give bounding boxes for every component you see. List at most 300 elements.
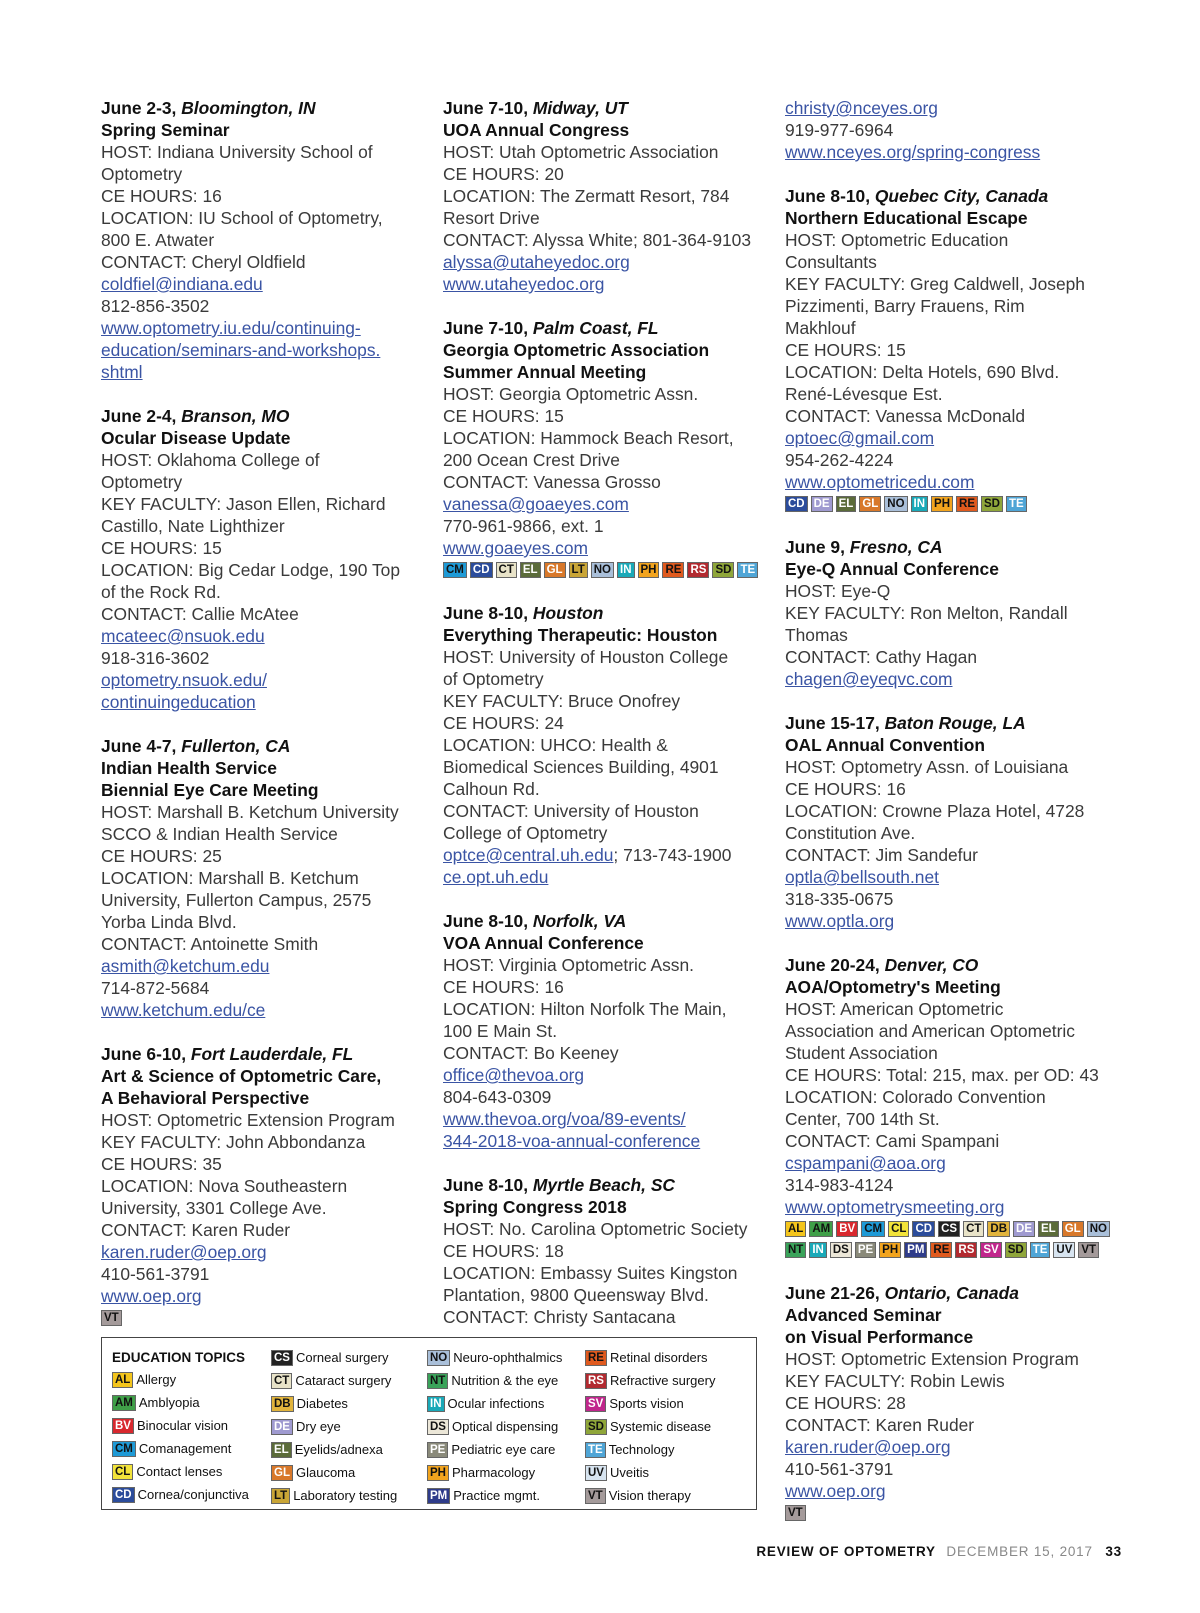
- event-detail: CE HOURS: 28: [785, 1393, 906, 1413]
- event-detail: CONTACT: Alyssa White; 801-364-9103: [443, 230, 752, 250]
- event-detail-line: [101, 669, 421, 691]
- event-title: Art & Science of Optometric Care,: [101, 1066, 382, 1086]
- event-detail: HOST: Georgia Optometric Assn.: [443, 384, 699, 404]
- event-detail: College of Optometry: [443, 823, 608, 843]
- topic-tag-re: RE: [585, 1350, 607, 1366]
- event-detail: LOCATION: IU School of Optometry,: [101, 208, 383, 228]
- event-listing: [443, 1174, 763, 1328]
- event-detail-line: [785, 471, 1105, 493]
- event-title: Indian Health Service: [101, 758, 277, 778]
- legend-title: EDUCATION TOPICS: [112, 1350, 246, 1365]
- legend-item-label: Contact lenses: [136, 1464, 223, 1479]
- event-detail: 200 Ocean Crest Drive: [443, 450, 620, 470]
- event-link[interactable]: www.oep.org: [101, 1286, 202, 1306]
- event-location: Quebec City, Canada: [874, 186, 1049, 206]
- event-detail: of Optometry: [443, 669, 544, 689]
- event-detail: Thomas: [785, 625, 848, 645]
- event-link[interactable]: shtml: [101, 362, 143, 382]
- event-detail: René-Lévesque Est.: [785, 384, 943, 404]
- event-link[interactable]: www.thevoa.org/voa/89-events/: [443, 1109, 686, 1129]
- topic-tag-cm: CM: [443, 562, 467, 578]
- topic-tag-re: RE: [930, 1242, 952, 1258]
- event-detail: CE HOURS: Total: 215, max. per OD: 43: [785, 1065, 1099, 1085]
- topic-tag-nt: NT: [427, 1373, 448, 1389]
- event-topic-tags: [785, 1505, 1105, 1523]
- tag-row: [785, 496, 1105, 514]
- topic-tag-cl: CL: [112, 1464, 133, 1480]
- event-link[interactable]: ce.opt.uh.edu: [443, 867, 549, 887]
- event-link[interactable]: www.optometrysmeeting.org: [785, 1197, 1005, 1217]
- topic-tag-ph: PH: [638, 562, 660, 578]
- topic-tag-no: NO: [1087, 1221, 1110, 1237]
- event-detail: HOST: Oklahoma College of: [101, 450, 320, 470]
- legend-item: [112, 1464, 249, 1487]
- legend-item-label: Technology: [608, 1442, 675, 1457]
- legend-item-label: Corneal surgery: [295, 1350, 389, 1365]
- topic-tag-in: IN: [427, 1396, 445, 1412]
- event-detail-line: [785, 427, 1105, 449]
- event-listing: [101, 97, 421, 383]
- event-link[interactable]: www.utaheyedoc.org: [443, 274, 605, 294]
- event-detail: Student Association: [785, 1043, 938, 1063]
- topic-tag-cs: CS: [271, 1350, 293, 1366]
- topic-tag-cd: CD: [470, 562, 493, 578]
- topic-tag-gl: GL: [859, 496, 881, 512]
- topic-tag-re: RE: [662, 562, 684, 578]
- legend-item: [112, 1441, 249, 1464]
- legend-item-label: Ocular infections: [447, 1396, 545, 1411]
- legend-item-label: Diabetes: [296, 1396, 348, 1411]
- topic-tag-bv: BV: [112, 1418, 134, 1434]
- event-detail: KEY FACULTY: John Abbondanza: [101, 1132, 366, 1152]
- event-detail: Optometry: [101, 472, 183, 492]
- event-detail: CONTACT: Bo Keeney: [443, 1043, 619, 1063]
- topic-tag-sd: SD: [981, 496, 1003, 512]
- topic-tag-cm: CM: [861, 1221, 885, 1237]
- event-detail: HOST: Optometry Assn. of Louisiana: [785, 757, 1069, 777]
- legend-item-label: Cataract surgery: [295, 1373, 392, 1388]
- topic-tag-rs: RS: [585, 1373, 607, 1389]
- event-date-location: [101, 1043, 421, 1065]
- legend-item-label: Refractive surgery: [609, 1373, 716, 1388]
- event-detail: KEY FACULTY: Ron Melton, Randall: [785, 603, 1068, 623]
- publication-name: REVIEW OF OPTOMETRY: [756, 1544, 936, 1559]
- event-topic-tags: [101, 1310, 421, 1328]
- event-link[interactable]: continuingeducation: [101, 692, 256, 712]
- event-link[interactable]: karen.ruder@oep.org: [101, 1242, 267, 1262]
- event-detail-line: [443, 1064, 763, 1086]
- event-date: June 21-26,: [785, 1283, 880, 1303]
- legend-item: [271, 1488, 397, 1511]
- event-detail: 954-262-4224: [785, 450, 894, 470]
- event-date-location: [101, 405, 421, 427]
- event-detail-line: [101, 1241, 421, 1263]
- event-link[interactable]: www.optometricedu.com: [785, 472, 975, 492]
- topic-tag-sd: SD: [712, 562, 734, 578]
- tag-row: [101, 1310, 421, 1328]
- event-link[interactable]: optoec@gmail.com: [785, 428, 935, 448]
- event-detail: 314-983-4124: [785, 1175, 894, 1195]
- event-link[interactable]: www.oep.org: [785, 1481, 886, 1501]
- topic-tag-no: NO: [884, 496, 907, 512]
- topic-tag-lt: LT: [271, 1488, 290, 1504]
- legend-column-1: [112, 1372, 249, 1510]
- event-detail: LOCATION: Colorado Convention: [785, 1087, 1046, 1107]
- event-detail: CONTACT: Vanessa McDonald: [785, 406, 1026, 426]
- legend-item: [271, 1373, 397, 1396]
- event-location: Myrtle Beach, SC: [532, 1175, 675, 1195]
- event-link[interactable]: www.goaeyes.com: [443, 538, 588, 558]
- topic-tag-te: TE: [1030, 1242, 1051, 1258]
- legend-item: [271, 1465, 397, 1488]
- event-detail: CE HOURS: 16: [101, 186, 222, 206]
- event-date-location: [443, 97, 763, 119]
- legend-item-label: Eyelids/adnexa: [294, 1442, 383, 1457]
- event-detail: LOCATION: Marshall B. Ketchum: [101, 868, 359, 888]
- topic-tag-cd: CD: [912, 1221, 935, 1237]
- event-location: Branson, MO: [181, 406, 290, 426]
- event-title: Everything Therapeutic: Houston: [443, 625, 718, 645]
- event-detail: HOST: Optometric Education: [785, 230, 1009, 250]
- event-detail: Plantation, 9800 Queensway Blvd.: [443, 1285, 709, 1305]
- tag-row: [785, 1505, 1105, 1523]
- event-link[interactable]: mcateec@nsuok.edu: [101, 626, 265, 646]
- event-date: June 6-10,: [101, 1044, 187, 1064]
- legend-item-label: Comanagement: [138, 1441, 232, 1456]
- event-detail-line: [443, 1108, 763, 1130]
- event-date-location: [443, 1174, 763, 1196]
- event-detail: HOST: Marshall B. Ketchum University: [101, 802, 399, 822]
- topic-tag-in: IN: [911, 496, 929, 512]
- topic-tag-pm: PM: [427, 1488, 450, 1504]
- listing-column-1: [101, 97, 421, 1350]
- event-detail-line: [443, 537, 763, 559]
- legend-item: [585, 1419, 715, 1442]
- event-detail: CE HOURS: 16: [443, 977, 564, 997]
- legend-item: [585, 1373, 715, 1396]
- event-date-location: [101, 735, 421, 757]
- event-listing: [443, 317, 763, 580]
- topic-tag-pe: PE: [855, 1242, 876, 1258]
- event-date-location: [785, 712, 1105, 734]
- legend-item: [427, 1419, 562, 1442]
- topic-tag-db: DB: [987, 1221, 1010, 1237]
- topic-tag-vt: VT: [785, 1505, 806, 1521]
- event-detail: CE HOURS: 25: [101, 846, 222, 866]
- topic-tag-cl: CL: [888, 1221, 909, 1237]
- topic-tag-bv: BV: [836, 1221, 858, 1237]
- legend-item-label: Vision therapy: [608, 1488, 691, 1503]
- topic-tag-ds: DS: [427, 1419, 449, 1435]
- event-detail: Resort Drive: [443, 208, 540, 228]
- event-detail: 410-561-3791: [101, 1264, 210, 1284]
- event-detail: CONTACT: Karen Ruder: [785, 1415, 975, 1435]
- event-detail: CE HOURS: 15: [785, 340, 906, 360]
- event-topic-tags: [443, 562, 763, 580]
- event-detail: CONTACT: Vanessa Grosso: [443, 472, 661, 492]
- legend-item-label: Laboratory testing: [293, 1488, 398, 1503]
- event-link[interactable]: www.ketchum.edu/ce: [101, 1000, 266, 1020]
- legend-item: [585, 1396, 715, 1419]
- legend-item-label: Practice mgmt.: [453, 1488, 540, 1503]
- legend-item-label: Optical dispensing: [451, 1419, 559, 1434]
- event-location: Ontario, Canada: [884, 1283, 1019, 1303]
- event-listing: [785, 954, 1105, 1260]
- page-number: 33: [1105, 1544, 1122, 1559]
- event-detail-line: [785, 1196, 1105, 1218]
- event-link[interactable]: alyssa@utaheyedoc.org: [443, 252, 630, 272]
- event-detail: of the Rock Rd.: [101, 582, 221, 602]
- topic-tag-ds: DS: [830, 1242, 852, 1258]
- page-footer: [756, 1544, 1122, 1559]
- topic-tag-el: EL: [520, 562, 541, 578]
- event-detail: HOST: Virginia Optometric Assn.: [443, 955, 694, 975]
- legend-item: [585, 1465, 715, 1488]
- topic-tag-pm: PM: [904, 1242, 927, 1258]
- event-date: June 7-10,: [443, 98, 529, 118]
- event-date-location: [101, 97, 421, 119]
- event-title: on Visual Performance: [785, 1327, 974, 1347]
- event-detail: HOST: Indiana University School of: [101, 142, 373, 162]
- event-listing: [785, 185, 1105, 514]
- event-link[interactable]: optla@bellsouth.net: [785, 867, 939, 887]
- topic-tag-te: TE: [1006, 496, 1027, 512]
- event-detail-line: [101, 1285, 421, 1307]
- event-detail-line: [101, 361, 421, 383]
- legend-item: [585, 1488, 715, 1511]
- event-link[interactable]: www.nceyes.org/spring-congress: [785, 142, 1041, 162]
- event-detail: HOST: Optometric Extension Program: [785, 1349, 1079, 1369]
- event-detail-line: [101, 999, 421, 1021]
- legend-item: [271, 1350, 397, 1373]
- topic-tag-ct: CT: [963, 1221, 984, 1237]
- legend-item: [585, 1442, 715, 1465]
- event-link[interactable]: asmith@ketchum.edu: [101, 956, 270, 976]
- event-title: Eye-Q Annual Conference: [785, 559, 999, 579]
- topic-tag-de: DE: [811, 496, 833, 512]
- event-listing: [785, 536, 1105, 690]
- topic-tag-al: AL: [112, 1372, 133, 1388]
- event-detail-line: [785, 668, 1105, 690]
- event-link[interactable]: vanessa@goaeyes.com: [443, 494, 629, 514]
- event-listing: [101, 1043, 421, 1328]
- event-detail: KEY FACULTY: Greg Caldwell, Joseph: [785, 274, 1085, 294]
- legend-item: [427, 1442, 562, 1465]
- event-link[interactable]: karen.ruder@oep.org: [785, 1437, 951, 1457]
- event-detail-line: [443, 1130, 763, 1152]
- event-link[interactable]: office@thevoa.org: [443, 1065, 585, 1085]
- event-date: June 2-3,: [101, 98, 177, 118]
- topic-tag-am: AM: [112, 1395, 136, 1411]
- topic-tag-te: TE: [737, 562, 758, 578]
- event-detail: CONTACT: Jim Sandefur: [785, 845, 978, 865]
- event-detail: Makhlouf: [785, 318, 856, 338]
- topic-tag-vt: VT: [1078, 1242, 1099, 1258]
- legend-item: [427, 1350, 562, 1373]
- event-detail: LOCATION: Nova Southeastern: [101, 1176, 348, 1196]
- legend-item-label: Glaucoma: [295, 1465, 356, 1480]
- event-detail-line: [443, 844, 763, 866]
- legend-item-label: Amblyopia: [138, 1395, 200, 1410]
- event-title: Biennial Eye Care Meeting: [101, 780, 319, 800]
- event-date: June 8-10,: [443, 1175, 529, 1195]
- topic-tag-el: EL: [836, 496, 857, 512]
- event-listing: [785, 1282, 1105, 1523]
- event-date: June 8-10,: [443, 911, 529, 931]
- topic-tag-sd: SD: [585, 1419, 607, 1435]
- topic-tag-nt: NT: [785, 1242, 806, 1258]
- event-date-location: [443, 910, 763, 932]
- topic-tag-gl: GL: [1062, 1221, 1084, 1237]
- event-listing: [443, 602, 763, 888]
- event-location: Baton Rouge, LA: [884, 713, 1026, 733]
- event-link[interactable]: optce@central.uh.edu: [443, 845, 614, 865]
- event-detail: 410-561-3791: [785, 1459, 894, 1479]
- event-detail: CONTACT: Cami Spampani: [785, 1131, 1000, 1151]
- event-location: Bloomington, IN: [181, 98, 316, 118]
- event-detail: Association and American Optometric: [785, 1021, 1075, 1041]
- event-link[interactable]: christy@nceyes.org: [785, 98, 938, 118]
- event-link[interactable]: www.optla.org: [785, 911, 895, 931]
- legend-item-label: Binocular vision: [136, 1418, 229, 1433]
- legend-item: [271, 1442, 397, 1465]
- event-detail: CE HOURS: 15: [443, 406, 564, 426]
- topic-tag-sd: SD: [1005, 1242, 1027, 1258]
- topic-tag-te: TE: [585, 1442, 606, 1458]
- event-location: Houston: [532, 603, 604, 623]
- topic-tag-cd: CD: [785, 496, 808, 512]
- event-link[interactable]: coldfiel@indiana.edu: [101, 274, 263, 294]
- event-detail: 100 E Main St.: [443, 1021, 558, 1041]
- event-detail: CE HOURS: 35: [101, 1154, 222, 1174]
- legend-item: [585, 1350, 715, 1373]
- topic-tag-de: DE: [1013, 1221, 1035, 1237]
- event-detail-line: [101, 273, 421, 295]
- event-detail: 812-856-3502: [101, 296, 210, 316]
- event-location: Fort Lauderdale, FL: [190, 1044, 354, 1064]
- topic-tag-uv: UV: [585, 1465, 607, 1481]
- event-title: A Behavioral Perspective: [101, 1088, 310, 1108]
- event-detail: LOCATION: Hilton Norfolk The Main,: [443, 999, 727, 1019]
- event-detail: HOST: No. Carolina Optometric Society: [443, 1219, 748, 1239]
- event-link[interactable]: www.optometry.iu.edu/continuing-: [101, 318, 361, 338]
- event-title: Summer Annual Meeting: [443, 362, 647, 382]
- topic-tag-el: EL: [271, 1442, 292, 1458]
- event-detail: University, 3301 College Ave.: [101, 1198, 327, 1218]
- topic-tag-sv: SV: [980, 1242, 1001, 1258]
- event-detail: Optometry: [101, 164, 183, 184]
- event-title: UOA Annual Congress: [443, 120, 630, 140]
- event-link[interactable]: education/seminars-and-workshops.: [101, 340, 381, 360]
- topic-tag-cd: CD: [112, 1487, 135, 1503]
- event-detail: CE HOURS: 16: [785, 779, 906, 799]
- event-date: June 7-10,: [443, 318, 529, 338]
- legend-item: [427, 1488, 562, 1511]
- event-date-location: [785, 954, 1105, 976]
- legend-item: [112, 1418, 249, 1441]
- event-title: Northern Educational Escape: [785, 208, 1028, 228]
- event-link[interactable]: cspampani@aoa.org: [785, 1153, 946, 1173]
- event-detail: 918-316-3602: [101, 648, 210, 668]
- event-detail: 804-643-0309: [443, 1087, 552, 1107]
- topic-tag-ph: PH: [879, 1242, 901, 1258]
- legend-item-label: Uveitis: [609, 1465, 649, 1480]
- event-detail-line: [443, 273, 763, 295]
- topic-tag-cs: CS: [938, 1221, 960, 1237]
- legend-item-label: Neuro-ophthalmics: [453, 1350, 563, 1365]
- event-link[interactable]: optometry.nsuok.edu/: [101, 670, 267, 690]
- event-detail: CONTACT: Karen Ruder: [101, 1220, 291, 1240]
- topic-tag-in: IN: [809, 1242, 827, 1258]
- legend-item-label: Sports vision: [609, 1396, 684, 1411]
- issue-date: DECEMBER 15, 2017: [946, 1544, 1093, 1559]
- event-detail-line: [785, 1436, 1105, 1458]
- listing-column-3: [785, 97, 1105, 1545]
- event-detail-line: [443, 493, 763, 515]
- event-detail: LOCATION: Embassy Suites Kingston: [443, 1263, 738, 1283]
- topic-tag-in: IN: [617, 562, 635, 578]
- event-detail-text: ; 713-743-1900: [613, 845, 732, 865]
- legend-item-label: Allergy: [136, 1372, 177, 1387]
- legend-item: [427, 1396, 562, 1419]
- event-listing: [785, 712, 1105, 932]
- legend-item: [112, 1372, 249, 1395]
- legend-item-label: Cornea/conjunctiva: [137, 1487, 249, 1502]
- event-detail-line: [101, 317, 421, 339]
- event-detail: CONTACT: University of Houston: [443, 801, 699, 821]
- event-date: June 4-7,: [101, 736, 177, 756]
- event-date-location: [443, 602, 763, 624]
- event-detail: HOST: Eye-Q: [785, 581, 891, 601]
- topic-tag-ct: CT: [496, 562, 517, 578]
- event-date: June 2-4,: [101, 406, 177, 426]
- legend-item: [271, 1396, 397, 1419]
- event-detail: Constitution Ave.: [785, 823, 916, 843]
- topic-tag-cm: CM: [112, 1441, 136, 1457]
- legend-item: [271, 1419, 397, 1442]
- legend-column-4: [585, 1350, 715, 1511]
- event-detail: CONTACT: Cathy Hagan: [785, 647, 978, 667]
- event-detail: Pizzimenti, Barry Frauens, Rim: [785, 296, 1025, 316]
- event-date-location: [443, 317, 763, 339]
- topic-tag-ph: PH: [427, 1465, 449, 1481]
- topic-tag-ph: PH: [931, 496, 953, 512]
- event-title: Advanced Seminar: [785, 1305, 942, 1325]
- event-detail: 770-961-9866, ext. 1: [443, 516, 604, 536]
- event-detail-line: [101, 691, 421, 713]
- event-detail: HOST: American Optometric: [785, 999, 1004, 1019]
- event-detail-line: [785, 1152, 1105, 1174]
- event-detail: Center, 700 14th St.: [785, 1109, 940, 1129]
- tag-row: [785, 1221, 1105, 1239]
- event-link[interactable]: chagen@eyeqvc.com: [785, 669, 953, 689]
- topic-tag-gl: GL: [271, 1465, 293, 1481]
- event-detail: CONTACT: Cheryl Oldfield: [101, 252, 306, 272]
- event-link[interactable]: 344-2018-voa-annual-conference: [443, 1131, 701, 1151]
- event-detail: LOCATION: Big Cedar Lodge, 190 Top: [101, 560, 401, 580]
- event-listing: [443, 97, 763, 295]
- event-location: Midway, UT: [532, 98, 628, 118]
- event-detail: Yorba Linda Blvd.: [101, 912, 237, 932]
- event-detail: HOST: Optometric Extension Program: [101, 1110, 395, 1130]
- topic-tag-no: NO: [591, 562, 614, 578]
- legend-item: [427, 1465, 562, 1488]
- event-title: VOA Annual Conference: [443, 933, 644, 953]
- event-detail: CE HOURS: 15: [101, 538, 222, 558]
- event-detail-line: [785, 141, 1105, 163]
- event-detail: KEY FACULTY: Bruce Onofrey: [443, 691, 681, 711]
- event-detail-line: [101, 625, 421, 647]
